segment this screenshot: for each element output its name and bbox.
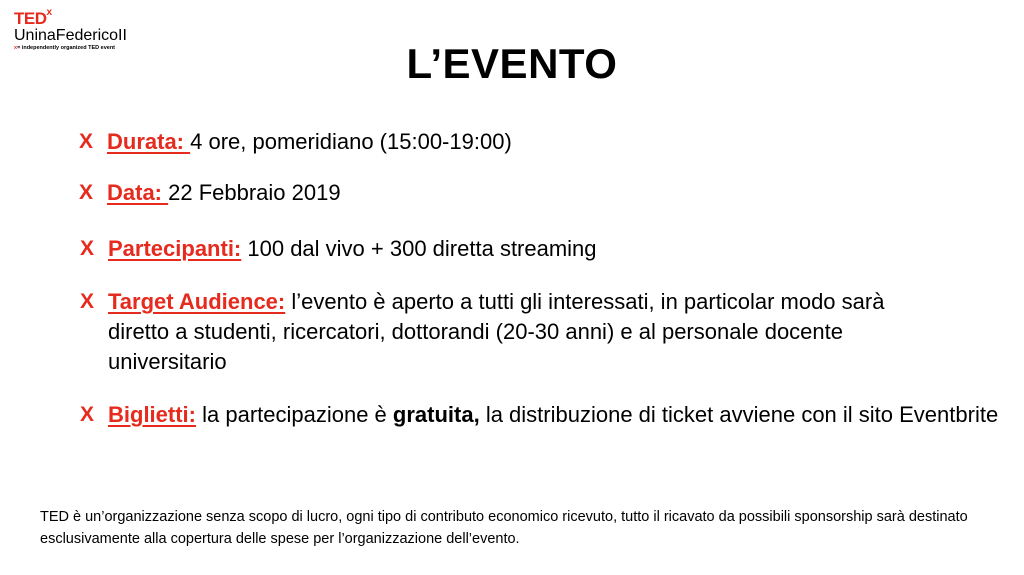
bullet-text-bold: gratuita, bbox=[392, 402, 480, 427]
bullet-item-partecipanti bbox=[80, 234, 908, 264]
bullet-item-target-audience bbox=[80, 287, 908, 377]
bullet-text: la partecipazione è bbox=[196, 402, 393, 427]
tedx-tagline-text: = independently organized TED event bbox=[17, 45, 116, 51]
bullet-x-icon: X bbox=[80, 403, 95, 426]
bullet-x-icon: X bbox=[80, 237, 95, 260]
slide-title: L’EVENTO bbox=[406, 40, 618, 87]
bullet-item-biglietti bbox=[80, 400, 1013, 430]
bullet-label: Durata: bbox=[107, 129, 191, 154]
bullet-label: Target Audience: bbox=[108, 289, 286, 314]
bullet-label: Biglietti: bbox=[108, 402, 196, 427]
tedx-event-name: UninaFedericoII bbox=[14, 27, 127, 44]
bullet-text: 22 Febbraio 2019 bbox=[168, 180, 341, 205]
bullet-x-icon: X bbox=[79, 181, 94, 204]
bullet-label: Data: bbox=[107, 180, 169, 205]
tedx-tagline-mark: x bbox=[14, 45, 18, 51]
bullet-x-icon: X bbox=[80, 290, 95, 313]
bullet-text: 100 dal vivo + 300 diretta streaming bbox=[241, 236, 597, 261]
tedx-brand-x: x bbox=[46, 7, 52, 19]
bullet-item-durata bbox=[79, 127, 907, 157]
tedx-wordmark bbox=[14, 7, 127, 28]
bullet-x-icon: X bbox=[79, 130, 94, 153]
bullet-text: la distribuzione di ticket avviene con il sito Eventbrite bbox=[479, 402, 999, 427]
bullet-item-data bbox=[79, 178, 907, 208]
bullet-text: l’evento è aperto a tutti gli interessati, in particolar modo sarà diretto a studenti, ricercatori, dottorandi (20-30 anni) e al personale docente universitario bbox=[108, 289, 885, 374]
bullet-text: 4 ore, pomeridiano (15:00-19:00) bbox=[190, 129, 512, 154]
tedx-brand: TED bbox=[14, 9, 47, 28]
footer-note: TED è un’organizzazione senza scopo di lucro, ogni tipo di contributo economico ricevuto, tutto il ricavato da possibili sponsorship sarà destinato esclusivamente alla copertura delle spese per l’organizzazione dell’evento. bbox=[40, 509, 968, 547]
bullet-label: Partecipanti: bbox=[108, 236, 242, 261]
